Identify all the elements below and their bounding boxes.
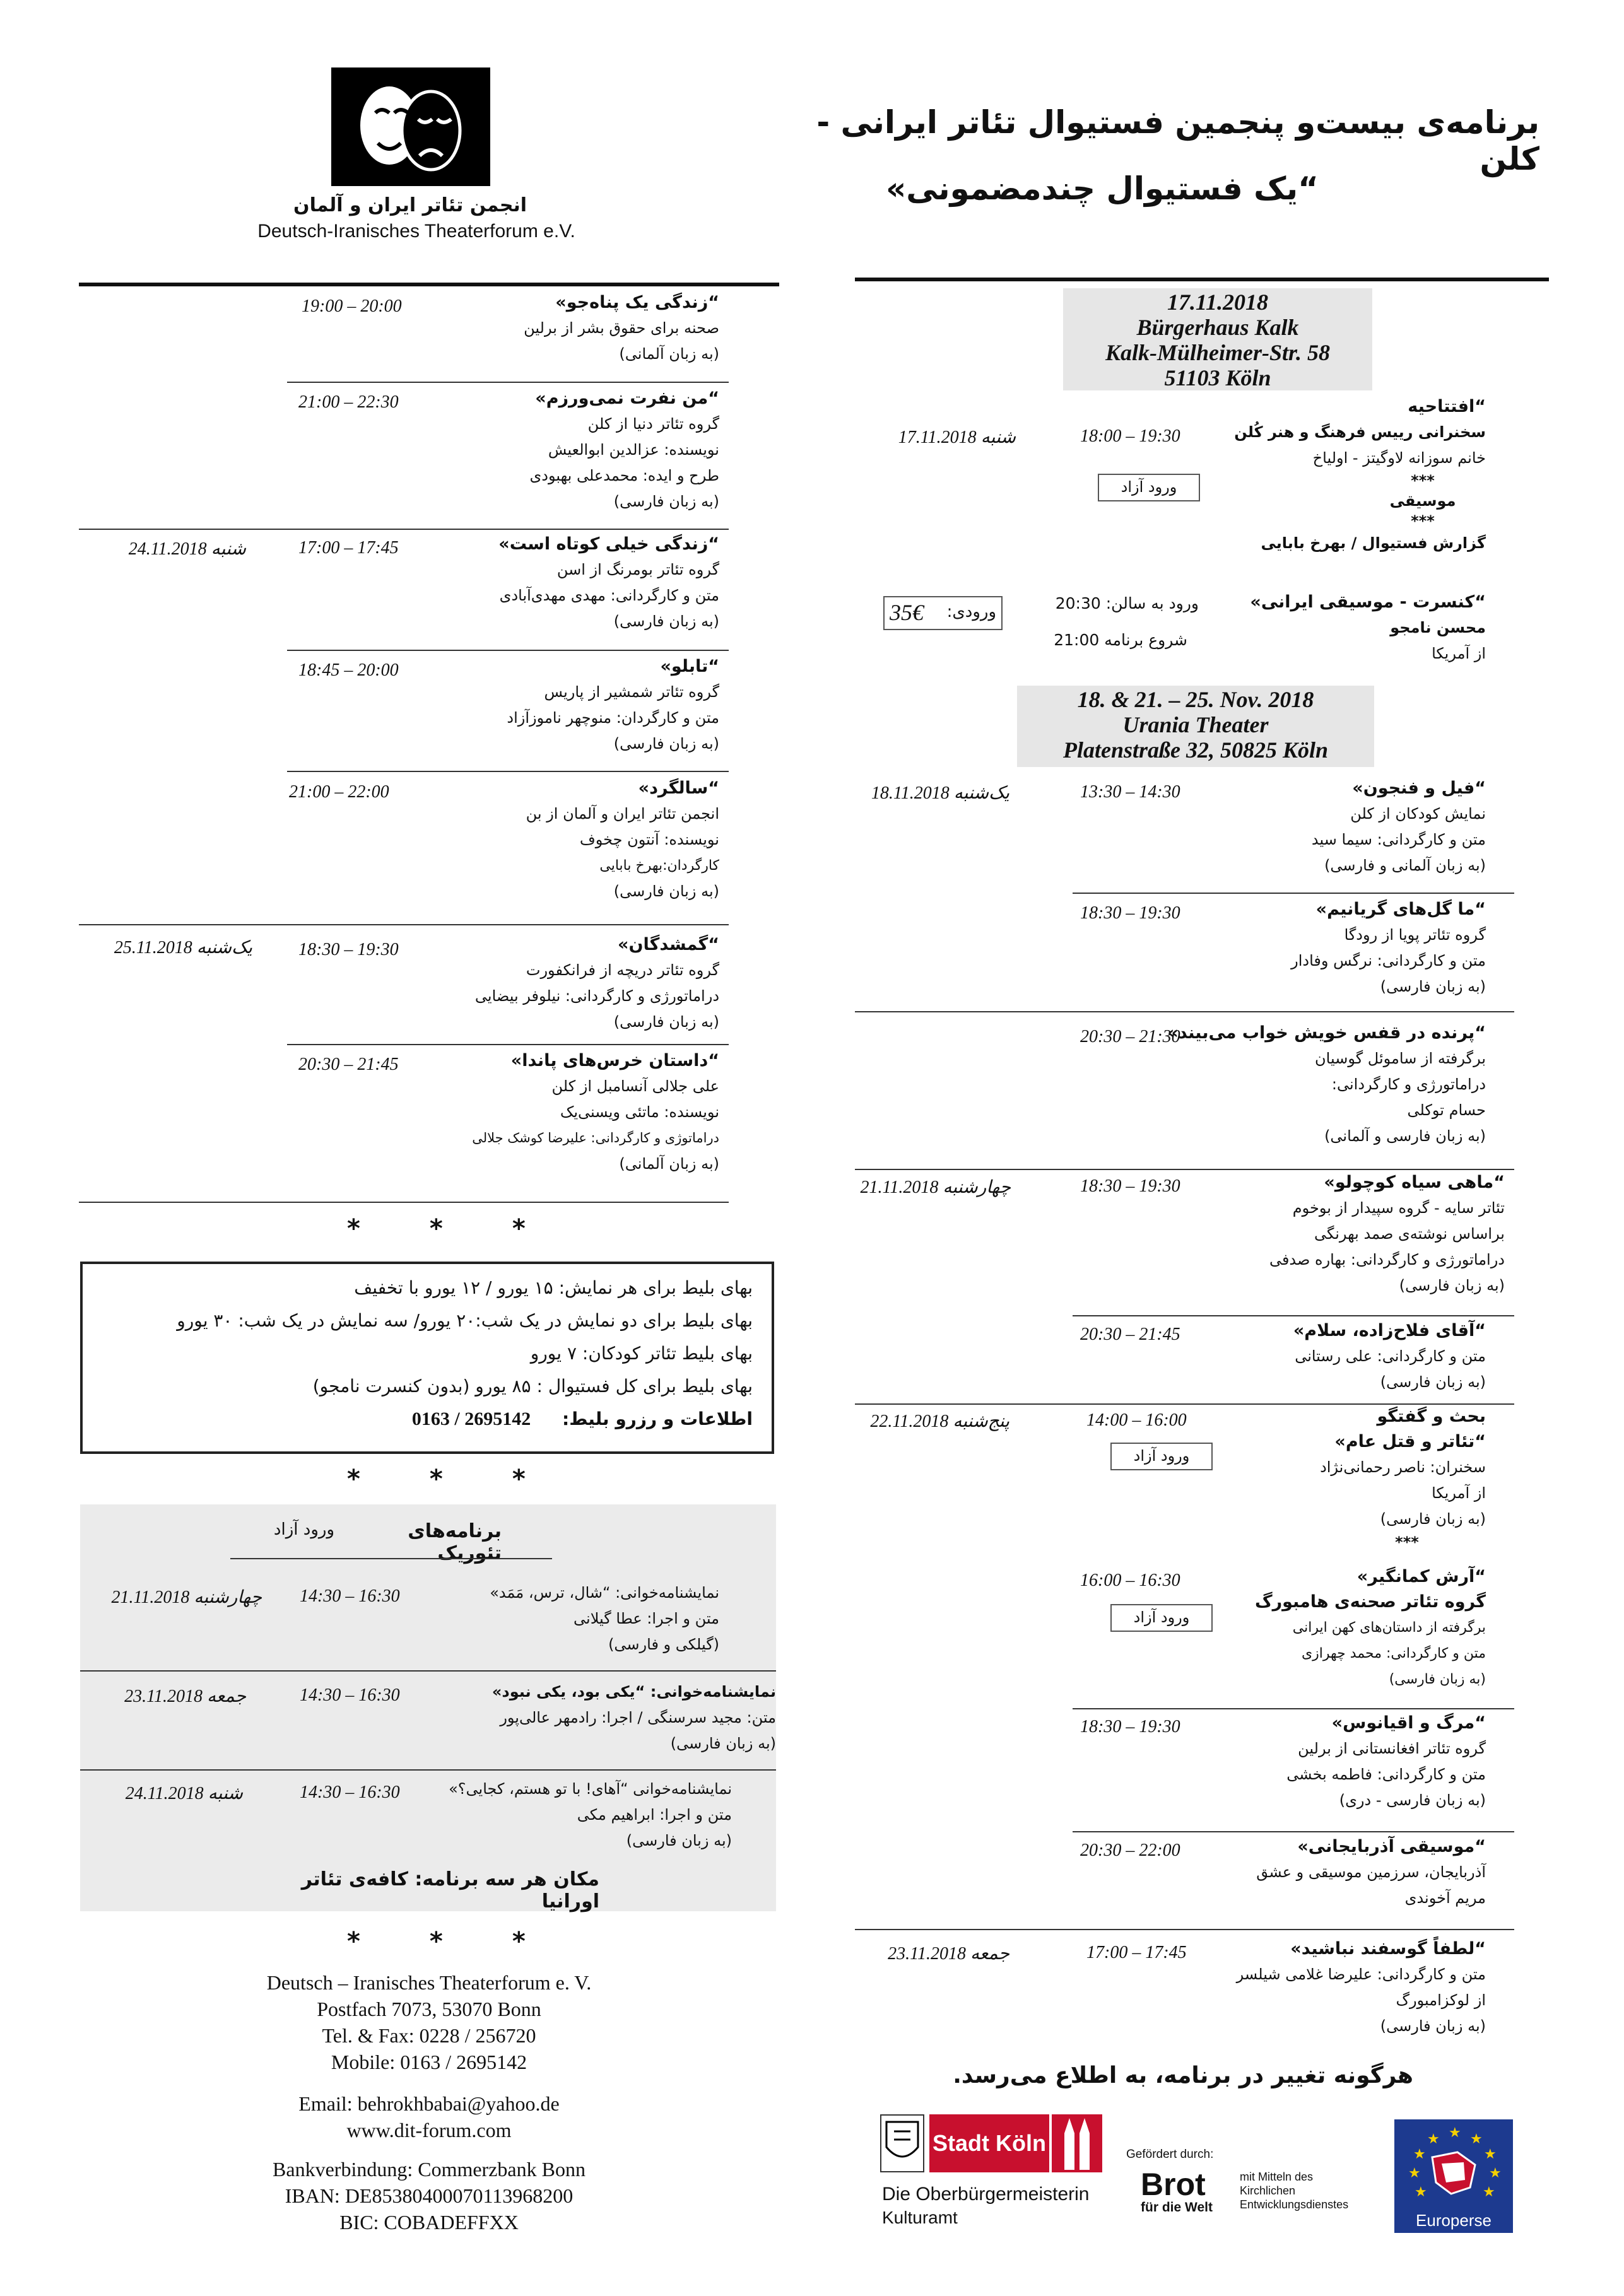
- item-time: 17:00 – 17:45: [298, 538, 399, 558]
- brot-text-line: Kirchlichen: [1240, 2184, 1296, 2197]
- brot-sub: für die Welt: [1141, 2200, 1213, 2215]
- contact-website[interactable]: www.dit-forum.com: [346, 2119, 512, 2141]
- price-line: بهای بلیط برای کل فستیوال : ۸۵ یورو (بدون کنسرت نامجو): [312, 1376, 753, 1397]
- item-date: یک‌شنبه 18.11.2018: [871, 783, 1009, 803]
- item-time: 13:30 – 14:30: [1080, 782, 1180, 802]
- entry-price: 35€: [890, 600, 924, 625]
- divider: [287, 771, 729, 772]
- item-line: آذربایجان، سرزمین موسیقی و عشق: [1256, 1863, 1486, 1881]
- program-item: [1199, 897, 1486, 1000]
- brot-text-line: Entwicklungsdienstes: [1240, 2198, 1349, 2211]
- item-time: 14:00 – 16:00: [1086, 1410, 1187, 1430]
- divider: [79, 924, 729, 925]
- separator-stars: ***: [1395, 1533, 1419, 1551]
- item-time: 19:00 – 20:00: [302, 296, 402, 316]
- item-title: نمایشنامه‌خوانی “آهای! با تو هستم، کجایی؟»: [449, 1780, 732, 1798]
- item-line: متن و کارگردانی: مهدی مهدی‌آبادی: [499, 587, 719, 604]
- opening-block: [1221, 394, 1486, 556]
- item-line: متن و اجرا: ابراهیم مکی: [577, 1806, 732, 1824]
- koeln-brand: Stadt Köln: [929, 2114, 1049, 2172]
- item-line: متن و کارگردانی: فاطمه بخشی: [1286, 1766, 1486, 1783]
- koeln-sub1: Die Oberbürgermeisterin: [882, 2184, 1090, 2205]
- item-line: (به زبان آلمانی و فارسی): [1324, 857, 1486, 874]
- item-line: موسیقی: [1389, 492, 1456, 510]
- divider: [1073, 1315, 1514, 1316]
- price-line: بهای بلیط برای دو نمایش در یک شب:۲۰ یورو/ سه نمایش در یک شب: ۳۰ یورو: [177, 1310, 753, 1331]
- item-line: براساس نوشته‌ی صمد بهرنگی: [1314, 1225, 1505, 1243]
- item-line: گروه تئاتر شمشیر از پاریس: [544, 683, 719, 701]
- item-line: علی جلالی آنسامبل از کلن: [551, 1077, 719, 1095]
- item-time: 20:30 – 21:45: [1080, 1325, 1180, 1344]
- divider: [855, 1011, 1514, 1012]
- item-line: گروه تئاتر بومرنگ از اسن: [556, 561, 719, 578]
- item-line: (به زبان فارسی): [613, 1013, 719, 1031]
- item-title: “ما گل‌های گریانیم»: [1315, 899, 1486, 919]
- item-line: از آمریکا: [1432, 1484, 1486, 1502]
- venue-date: 17.11.2018: [1167, 290, 1268, 315]
- divider: [1073, 1708, 1514, 1709]
- gefoerdert-label: Gefördert durch:: [1126, 2148, 1214, 2161]
- item-date: جمعه 23.11.2018: [124, 1687, 246, 1706]
- item-date: جمعه 23.11.2018: [888, 1944, 1009, 1964]
- separator-stars: ***: [347, 1927, 595, 1956]
- program-item: [1199, 1936, 1486, 2039]
- item-time: 14:30 – 16:30: [300, 1685, 400, 1705]
- item-line: (به زبان آلمانی): [619, 345, 719, 363]
- item-line: نمایش کودکان از کلن: [1350, 805, 1486, 823]
- program-item: [1221, 1564, 1486, 1692]
- divider: [855, 278, 1549, 281]
- item-line: متن و کارگردان: منوچهر ناموزآزاد: [507, 709, 719, 727]
- europerse-logo: [1394, 2119, 1513, 2233]
- item-line: متن و کارگردانی: نرگس وفادار: [1291, 952, 1486, 969]
- program-item: [1148, 1021, 1486, 1149]
- item-title: “لطفاً گوسفند نباشید»: [1290, 1939, 1486, 1959]
- svg-text:★: ★: [1449, 2125, 1461, 2141]
- brot-brand: Brot: [1141, 2167, 1206, 2202]
- divider: [855, 1929, 1514, 1930]
- item-line: محسن نامجو: [1390, 619, 1486, 636]
- item-line: (به زبان فارسی): [1380, 1510, 1486, 1528]
- item-time: 14:30 – 16:30: [300, 1586, 400, 1606]
- program-item: [1199, 1834, 1486, 1911]
- program-item: [1221, 1404, 1486, 1552]
- contact-line: Mobile: 0163 / 2695142: [331, 2051, 527, 2073]
- europerse-brand: Europerse: [1416, 2211, 1492, 2230]
- divider: [79, 283, 779, 286]
- item-time: 20:30 – 21:45: [298, 1055, 399, 1074]
- divider: [1073, 1831, 1514, 1832]
- opening-date: شنبه 17.11.2018: [898, 428, 1016, 447]
- logo-mask-icon: [331, 67, 490, 186]
- divider: [1073, 893, 1514, 894]
- item-date: شنبه 24.11.2018: [128, 539, 246, 559]
- contact-line: Deutsch – Iranisches Theaterforum e. V.: [266, 1971, 592, 1994]
- page-title: برنامه‌ی بیست‌و پنجمین فستیوال تئاتر ایرانی - کلن: [816, 104, 1539, 177]
- separator-stars: ***: [347, 1214, 595, 1243]
- item-time: 17:00 – 17:45: [1086, 1943, 1187, 1962]
- program-item: [1199, 776, 1486, 879]
- item-date: پنج‌شنبه 22.11.2018: [870, 1412, 1009, 1431]
- item-line: (به زبان فارسی): [613, 735, 719, 753]
- item-line: انجمن تئاتر ایران و آلمان از بن: [526, 805, 719, 823]
- item-line: متن و کارگردانی: علی رستانی: [1295, 1347, 1486, 1365]
- contact-block: [208, 1969, 650, 2235]
- venue-name: Urania Theater: [1122, 712, 1269, 737]
- free-entry-badge: ورود آزاد: [1110, 1443, 1213, 1470]
- item-title: “تابلو»: [660, 657, 719, 676]
- item-line: متن و کارگردانی: علیرضا غلامی شیلسر: [1236, 1965, 1486, 1983]
- divider: [287, 382, 729, 383]
- program-item: [416, 1776, 732, 1854]
- item-line: دراماتورژی و کارگردانی:: [1331, 1075, 1486, 1093]
- separator-stars: ***: [1411, 472, 1435, 489]
- item-line: (به زبان فارسی): [1380, 2017, 1486, 2035]
- ticket-prices-box: [80, 1262, 774, 1454]
- program-item: [416, 932, 719, 1035]
- separator-stars: ***: [347, 1465, 595, 1494]
- item-title: “زندگی خیلی کوتاه است»: [498, 534, 719, 554]
- stadt-koeln-logo: [880, 2114, 1104, 2172]
- item-time: 21:00 – 22:00: [289, 782, 389, 802]
- item-line: گروه تئاتر دنیا از کلن: [587, 415, 719, 433]
- item-line: (به زبان فارسی - دری): [1339, 1791, 1486, 1809]
- divider: [230, 1558, 552, 1559]
- item-title: “من نفرت نمی‌ورزم»: [535, 389, 719, 408]
- divider: [287, 1044, 729, 1045]
- svg-text:★: ★: [1408, 2165, 1421, 2181]
- item-time: 18:45 – 20:00: [298, 660, 399, 680]
- opening-time: 18:00 – 19:30: [1080, 426, 1180, 446]
- divider: [80, 1670, 776, 1672]
- venue-street: Platenstraße 32, 50825 Köln: [1062, 737, 1329, 763]
- item-line: (به زبان فارسی): [670, 1735, 776, 1752]
- item-time: 18:30 – 19:30: [1080, 1717, 1180, 1737]
- item-date: شنبه 24.11.2018: [125, 1784, 243, 1803]
- change-notice: هرگونه تغییر در برنامه، به اطلاع می‌رسد.: [953, 2063, 1413, 2088]
- item-line: (به زبان فارسی): [613, 612, 719, 630]
- item-line: (به زبان فارسی): [613, 493, 719, 510]
- contact-line: Postfach 7073, 53070 Bonn: [317, 1998, 541, 2020]
- svg-text:★: ★: [1470, 2131, 1483, 2147]
- item-line: گروه تئاتر افغانستانی از برلین: [1298, 1740, 1486, 1757]
- svg-text:★: ★: [1415, 2184, 1427, 2200]
- page-subtitle: “یک فستیوال چندمضمونی»: [885, 170, 1319, 207]
- bank-line: Bankverbindung: Commerzbank Bonn: [273, 2158, 585, 2181]
- koeln-sub2: Kulturamt: [882, 2208, 958, 2227]
- item-line: (به زبان فارسی): [1380, 978, 1486, 995]
- item-line: نویسنده: ماتئی ویسنی‌یک: [560, 1103, 719, 1121]
- brot-text: [1240, 2170, 1348, 2211]
- free-entry-badge: ورود آزاد: [1098, 474, 1200, 501]
- item-title: “سالگرد»: [638, 778, 719, 798]
- info-phone: 0163 / 2695142: [411, 1409, 531, 1429]
- item-line: دراماتورژی و کارگردانی: بهاره صدفی: [1269, 1251, 1505, 1268]
- program-item: [416, 386, 719, 515]
- item-title: “کنسرت - موسیقی ایرانی»: [1250, 592, 1486, 612]
- program-item: [1199, 1711, 1486, 1813]
- item-line: گروه تئاتر پویا از رودگا: [1344, 926, 1486, 944]
- item-line: دراماتوژی و کارگردانی: علیرضا کوشک جلالی: [472, 1130, 719, 1145]
- item-title: “مرگ و اقیانوس»: [1331, 1713, 1486, 1733]
- item-title: “افتتاحیه: [1408, 397, 1486, 416]
- bank-line: BIC: COBADEFFXX: [339, 2211, 519, 2234]
- program-item: [416, 1580, 719, 1658]
- item-time: 18:30 – 19:30: [298, 940, 399, 959]
- item-date: یک‌شنبه 25.11.2018: [114, 938, 252, 958]
- item-line: (به زبان فارسی): [626, 1832, 732, 1849]
- item-date: چهارشنبه 21.11.2018: [860, 1178, 1011, 1197]
- item-time: 20:30 – 22:00: [1080, 1841, 1180, 1860]
- item-line: (به زبان فارسی): [1389, 1672, 1486, 1687]
- contact-email[interactable]: Email: behrokhbabai@yahoo.de: [298, 2092, 560, 2115]
- svg-text:★: ★: [1489, 2165, 1502, 2181]
- divider: [79, 529, 729, 530]
- item-line: متن و کارگردانی: سیما سید: [1311, 831, 1486, 848]
- concert-time-start: شروع برنامه 21:00: [1054, 631, 1187, 649]
- item-line: دراماتورژی و کارگردانی: نیلوفر بیضایی: [474, 987, 719, 1005]
- price-line: بهای بلیط برای هر نمایش: ۱۵ یورو / ۱۲ یورو با تخفیف: [354, 1277, 753, 1298]
- item-line: (به زبان فارسی): [1380, 1373, 1486, 1391]
- item-title: “داستان خرس‌های پاندا»: [510, 1051, 719, 1070]
- entry-price-box: [883, 596, 1003, 630]
- item-line: صحنه برای حقوق بشر از برلین: [524, 319, 719, 337]
- free-entry-badge: ورود آزاد: [1110, 1604, 1213, 1632]
- program-item: [416, 1679, 776, 1757]
- item-line: (گیلکی و فارسی): [608, 1636, 719, 1653]
- program-item: [416, 1048, 719, 1177]
- item-line: گروه تئاتر صحنه‌ی هامبورگ: [1254, 1592, 1486, 1612]
- brot-logo: [1141, 2169, 1229, 2215]
- item-line: مریم آخوندی: [1404, 1889, 1486, 1907]
- venue-street: Kalk-Mülheimer-Str. 58: [1105, 340, 1331, 365]
- program-item: [416, 654, 719, 757]
- item-line: گزارش فستیوال / بهرخ بابایی: [1261, 534, 1486, 552]
- concert-time-doors: ورود به سالن: 20:30: [1055, 594, 1199, 612]
- svg-text:★: ★: [1427, 2131, 1440, 2147]
- item-title: “آرش کمانگیر»: [1356, 1567, 1486, 1586]
- koeln-crest-icon: [880, 2114, 924, 2172]
- item-date: چهارشنبه 21.11.2018: [111, 1588, 262, 1607]
- item-time: 21:00 – 22:30: [298, 392, 399, 412]
- item-time: 14:30 – 16:30: [300, 1783, 400, 1802]
- item-title: “آقای فلاح‌زاده، سلام»: [1293, 1321, 1486, 1340]
- item-line: از آمریکا: [1432, 645, 1486, 662]
- svg-text:★: ★: [1483, 2184, 1495, 2200]
- item-line: طرح و ایده: محمدعلی بهبودی: [529, 467, 719, 484]
- venue-name: Bürgerhaus Kalk: [1136, 315, 1299, 340]
- koeln-cathedral-icon: [1052, 2114, 1102, 2172]
- org-name-de: Deutsch-Iranisches Theaterforum e.V.: [257, 221, 575, 242]
- program-item: [1199, 1170, 1505, 1299]
- program-item: [416, 776, 719, 905]
- item-line: گروه تئاتر دریچه از فرانکفورت: [526, 961, 719, 979]
- separator-stars: ***: [1411, 512, 1435, 530]
- price-line: بهای بلیط تئاتر کودکان: ۷ یورو: [530, 1343, 753, 1364]
- concert-block: [1221, 590, 1486, 667]
- item-title: “ماهی سیاه کوچولو»: [1324, 1173, 1505, 1192]
- svg-text:★: ★: [1413, 2147, 1426, 2162]
- divider: [80, 1769, 776, 1771]
- item-title: نمایشنامه‌خوانی: “یکی بود، یکی نبود»: [491, 1683, 776, 1701]
- theory-header: برنامه‌های تئوریک: [408, 1520, 502, 1564]
- venue-date: 18. & 21. – 25. Nov. 2018: [1077, 687, 1314, 712]
- svg-text:★: ★: [1484, 2147, 1497, 2162]
- item-time: 18:30 – 19:30: [1080, 1176, 1180, 1196]
- item-line: خانم سوزانه لاوگیتز - اولیاخ: [1312, 449, 1486, 467]
- item-line: (به زبان آلمانی): [619, 1155, 719, 1173]
- program-item: [416, 532, 719, 635]
- divider: [287, 650, 729, 651]
- item-line: (به زبان فارسی): [1399, 1277, 1505, 1294]
- item-line: متن: مجید سرسنگی / اجرا: رادمهر عالی‌پور: [500, 1709, 776, 1726]
- program-item: [416, 290, 719, 367]
- item-line: متن و کارگردانی: محمد چهرازی: [1301, 1646, 1486, 1661]
- item-title: “گمشدگان»: [618, 935, 719, 954]
- theory-free: ورود آزاد: [273, 1520, 334, 1539]
- item-line: تئاتر سایه - گروه سپیدار از بوخوم: [1292, 1199, 1505, 1217]
- org-name-fa: انجمن تئاتر ایران و آلمان: [293, 194, 527, 216]
- item-line: (به زبان فارسی): [613, 882, 719, 900]
- item-title: “تئاتر و قتل عام»: [1334, 1432, 1486, 1451]
- theory-location: مکان هر سه برنامه: کافه‌ی تئاتر اورانیا: [301, 1868, 599, 1912]
- item-time: 16:00 – 16:30: [1080, 1571, 1180, 1590]
- item-line: از لوکزامبورگ: [1396, 1991, 1486, 2009]
- venue-box-urania: [1017, 686, 1374, 767]
- venue-box-kalk: [1063, 288, 1372, 390]
- item-line: حسام توکلی: [1407, 1101, 1486, 1119]
- item-line: برگرفته از ساموئل گوسیان: [1315, 1050, 1486, 1067]
- item-title: “فیل و فنجون»: [1352, 778, 1486, 798]
- item-title: “موسیقی آذربایجانی»: [1297, 1837, 1486, 1856]
- info-label: اطلاعات و رزرو بلیط:: [562, 1409, 753, 1429]
- item-time: 20:30 – 21:30: [1080, 1027, 1180, 1046]
- item-line: برگرفته از داستان‌های کهن ایرانی: [1292, 1620, 1486, 1636]
- bank-line: IBAN: DE85380400070113968200: [285, 2184, 574, 2207]
- item-line: (به زبان فارسی و آلمانی): [1324, 1127, 1486, 1145]
- item-line: سخنران: ناصر رحمانی‌نژاد: [1320, 1458, 1486, 1476]
- entry-label: ورودی:: [946, 602, 996, 621]
- program-item: [1199, 1318, 1486, 1395]
- item-line: متن و اجرا: عطا گیلانی: [574, 1610, 719, 1627]
- divider: [79, 1202, 729, 1203]
- item-line: نویسنده: آنتون چخوف: [579, 831, 719, 848]
- contact-line: Tel. & Fax: 0228 / 256720: [322, 2024, 536, 2047]
- brot-text-line: mit Mitteln des: [1240, 2170, 1314, 2183]
- item-line: سخنرانی رییس فرهنگ و هنر کُلن: [1234, 423, 1486, 441]
- item-title: بحث و گفتگو: [1377, 1407, 1486, 1426]
- item-title: “پرنده در قفس خویش خواب می‌بیند»: [1167, 1023, 1486, 1043]
- item-title: “زندگی یک پناه‌جو»: [555, 293, 719, 312]
- item-line: کارگردان:بهرخ بابایی: [599, 858, 719, 874]
- venue-city: 51103 Köln: [1164, 365, 1271, 390]
- item-time: 18:30 – 19:30: [1080, 903, 1180, 923]
- item-title: نمایشنامه‌خوانی: “شال، ترس، مَمَد»: [490, 1584, 719, 1602]
- item-line: نویسنده: عزالدین ابوالعیش: [548, 441, 719, 459]
